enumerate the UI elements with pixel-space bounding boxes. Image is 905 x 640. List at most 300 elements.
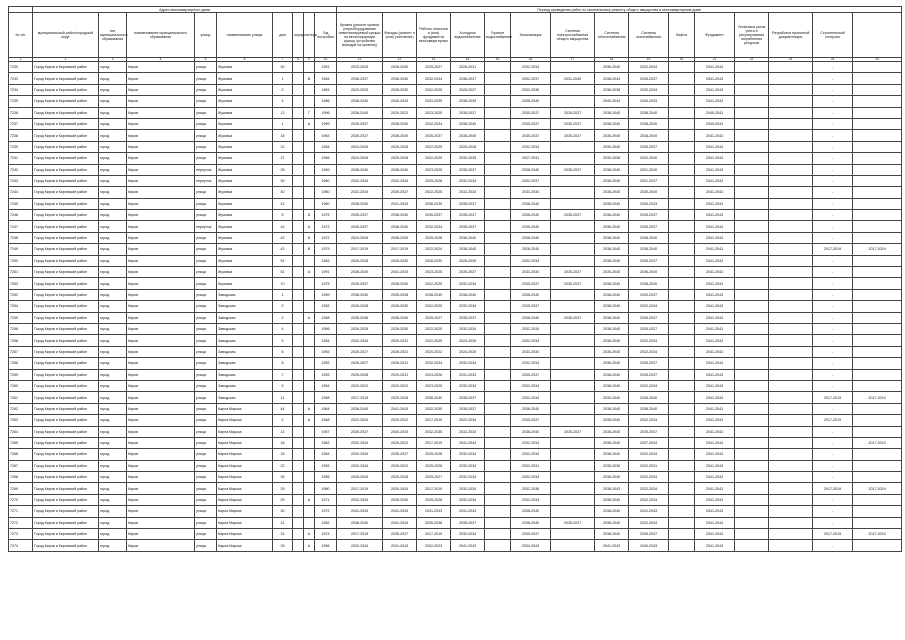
- table-cell: 9: [273, 380, 293, 391]
- column-header: Фундамент: [695, 13, 735, 58]
- table-cell: 7255: [9, 312, 33, 323]
- table-cell: [485, 141, 511, 152]
- table-cell: улица: [195, 278, 217, 289]
- table-cell: [485, 392, 511, 403]
- table-cell: город: [99, 187, 127, 198]
- table-cell: [735, 278, 769, 289]
- table-cell: [551, 380, 595, 391]
- table-cell: 2024-2026: [451, 335, 485, 346]
- table-row: [9, 529, 902, 540]
- table-cell: 2032-2035: [417, 426, 451, 437]
- table-cell: Жуковка: [217, 96, 273, 107]
- table-cell: -: [813, 335, 853, 346]
- table-cell: 2032-2034: [629, 335, 669, 346]
- table-cell: Киров: [127, 517, 195, 528]
- table-cell: 2038-2040: [595, 380, 629, 391]
- table-cell: 7245: [9, 198, 33, 209]
- table-cell: город: [99, 84, 127, 95]
- table-cell: 2041-2043: [695, 84, 735, 95]
- table-cell: 2030-2037: [629, 289, 669, 300]
- table-cell: [769, 73, 813, 84]
- table-cell: [669, 335, 695, 346]
- table-cell: [304, 449, 315, 460]
- table-cell: 2038-2040: [451, 244, 485, 255]
- column-number: 19: [629, 58, 669, 62]
- table-cell: улица: [195, 244, 217, 255]
- table-cell: переулок: [195, 164, 217, 175]
- column-number: 23: [769, 58, 813, 62]
- table-cell: [853, 221, 902, 232]
- table-cell: -: [813, 540, 853, 551]
- table-cell: 2022-2025: [417, 301, 451, 312]
- table-cell: город: [99, 449, 127, 460]
- table-cell: 2028-2031: [383, 346, 417, 357]
- table-cell: [769, 153, 813, 164]
- table-cell: 2035-2040: [511, 221, 551, 232]
- table-cell: [551, 323, 595, 334]
- table-cell: Жуковка: [217, 278, 273, 289]
- table-cell: 4: [273, 323, 293, 334]
- table-cell: [669, 107, 695, 118]
- table-cell: Город Киров и Кировский район: [33, 244, 99, 255]
- table-cell: 2032-2034: [451, 483, 485, 494]
- table-cell: Жуковка: [217, 210, 273, 221]
- table-cell: 2041-2043: [383, 403, 417, 414]
- table-cell: -: [813, 358, 853, 369]
- table-cell: город: [99, 141, 127, 152]
- table-cell: 2023-2025: [337, 62, 383, 73]
- table-cell: Жуковка: [217, 187, 273, 198]
- table-cell: [669, 540, 695, 551]
- table-cell: [293, 62, 304, 73]
- table-cell: [735, 517, 769, 528]
- table-cell: 2041-2043: [695, 187, 735, 198]
- table-cell: [669, 380, 695, 391]
- table-cell: А: [304, 415, 315, 426]
- table-cell: [735, 289, 769, 300]
- table-cell: 7263: [9, 415, 33, 426]
- table-cell: [669, 232, 695, 243]
- table-cell: улица: [195, 380, 217, 391]
- table-cell: 7266: [9, 449, 33, 460]
- table-cell: город: [99, 335, 127, 346]
- table-cell: 2036-2040: [595, 358, 629, 369]
- table-cell: [293, 267, 304, 278]
- table-cell: улица: [195, 107, 217, 118]
- table-cell: город: [99, 472, 127, 483]
- column-number: 8: [293, 58, 304, 62]
- table-cell: [293, 187, 304, 198]
- table-cell: [735, 130, 769, 141]
- table-cell: город: [99, 540, 127, 551]
- column-number: 18: [595, 58, 629, 62]
- table-cell: [293, 118, 304, 129]
- table-cell: [485, 426, 511, 437]
- table-cell: [735, 153, 769, 164]
- table-cell: 2036-2040: [595, 210, 629, 221]
- column-number: 10: [315, 58, 337, 62]
- table-cell: 7256: [9, 358, 33, 369]
- table-cell: [735, 198, 769, 209]
- table-cell: 2030-2034: [383, 483, 417, 494]
- table-cell: 2032-2034: [337, 494, 383, 505]
- table-cell: улица: [195, 426, 217, 437]
- column-number: 2: [33, 58, 99, 62]
- table-cell: [551, 232, 595, 243]
- table-cell: 2017-2019: [383, 244, 417, 255]
- table-cell: 2032-2034: [337, 175, 383, 186]
- table-cell: [304, 255, 315, 266]
- table-cell: 2038-2040: [595, 437, 629, 448]
- table-cell: [293, 437, 304, 448]
- table-cell: [669, 392, 695, 403]
- table-cell: Город Киров и Кировский район: [33, 392, 99, 403]
- table-cell: [769, 369, 813, 380]
- table-cell: 2033-2035: [417, 96, 451, 107]
- table-cell: 7250: [9, 255, 33, 266]
- table-cell: [853, 472, 902, 483]
- table-cell: Город Киров и Кировский район: [33, 506, 99, 517]
- table-cell: Киров: [127, 426, 195, 437]
- table-cell: улица: [195, 141, 217, 152]
- table-cell: [293, 529, 304, 540]
- table-cell: Жуковка: [217, 62, 273, 73]
- table-cell: Киров: [127, 289, 195, 300]
- table-cell: 2: [273, 84, 293, 95]
- table-cell: 2038-2040: [595, 517, 629, 528]
- table-cell: Карла Маркса: [217, 506, 273, 517]
- table-cell: [551, 540, 595, 551]
- column-header: Установка узлов учета и регулирования потребления ресурсов: [735, 13, 769, 58]
- table-cell: [304, 153, 315, 164]
- table-cell: 1956: [315, 323, 337, 334]
- table-cell: 2022-2025: [417, 278, 451, 289]
- table-cell: 2038-2040: [595, 232, 629, 243]
- table-cell: [304, 62, 315, 73]
- table-cell: 27: [273, 153, 293, 164]
- table-cell: 2041-2043: [595, 540, 629, 551]
- table-cell: -: [813, 84, 853, 95]
- table-cell: город: [99, 460, 127, 471]
- table-cell: 6: [273, 346, 293, 357]
- table-cell: 2032-2034: [511, 437, 551, 448]
- column-number: 6: [217, 58, 273, 62]
- table-cell: 2036-2040: [629, 244, 669, 255]
- table-cell: [485, 380, 511, 391]
- table-cell: город: [99, 517, 127, 528]
- table-cell: Карла Маркса: [217, 460, 273, 471]
- column-header: Система газоснабжения: [629, 13, 669, 58]
- table-cell: Жуковка: [217, 221, 273, 232]
- table-cell: [669, 73, 695, 84]
- table-cell: [293, 335, 304, 346]
- table-cell: 2038-2039: [417, 198, 451, 209]
- table-cell: 2035-2037: [551, 517, 595, 528]
- table-cell: 2035-2037: [551, 312, 595, 323]
- table-cell: Б: [304, 210, 315, 221]
- table-cell: Киров: [127, 392, 195, 403]
- table-row: [9, 244, 902, 255]
- table-cell: 1981: [315, 84, 337, 95]
- table-cell: [735, 301, 769, 312]
- table-cell: 2041-2043: [695, 255, 735, 266]
- table-cell: [304, 483, 315, 494]
- table-cell: 2035-2037: [511, 415, 551, 426]
- table-cell: 2031-2040: [629, 164, 669, 175]
- table-cell: 2038-2040: [511, 96, 551, 107]
- table-cell: 2032-2034: [451, 460, 485, 471]
- table-cell: 2038-2040: [383, 118, 417, 129]
- column-number: 15: [485, 58, 511, 62]
- table-cell: 2032-2034: [511, 494, 551, 505]
- table-cell: [304, 472, 315, 483]
- table-cell: 2038-2040: [629, 118, 669, 129]
- table-cell: 7268: [9, 472, 33, 483]
- table-cell: -: [813, 472, 853, 483]
- table-cell: 2041-2043: [695, 517, 735, 528]
- table-cell: [293, 426, 304, 437]
- table-cell: [293, 175, 304, 186]
- table-cell: [669, 472, 695, 483]
- table-cell: переулок: [195, 221, 217, 232]
- table-cell: 2030-2036: [595, 153, 629, 164]
- table-cell: 31: [273, 529, 293, 540]
- table-cell: 7241: [9, 153, 33, 164]
- table-cell: 2017-2019: [813, 415, 853, 426]
- column-header: литера: [304, 13, 315, 58]
- table-cell: [769, 221, 813, 232]
- table-cell: 2026-2027: [337, 358, 383, 369]
- table-cell: 1980: [315, 483, 337, 494]
- table-cell: 1964: [315, 449, 337, 460]
- table-cell: 2041-2043: [695, 358, 735, 369]
- table-cell: Жуковка: [217, 267, 273, 278]
- table-cell: Киров: [127, 346, 195, 357]
- table-cell: Город Киров и Кировский район: [33, 198, 99, 209]
- table-cell: Заводская: [217, 312, 273, 323]
- table-cell: 1954: [315, 380, 337, 391]
- repair-period-section-header: Период проведения работ по капитальному ремонту общего имущества в многоквартирном доме: [337, 7, 902, 13]
- table-cell: 7264: [9, 426, 33, 437]
- table-cell: -: [813, 369, 853, 380]
- table-cell: [485, 232, 511, 243]
- table-cell: 2032-2034: [417, 73, 451, 84]
- table-cell: [735, 506, 769, 517]
- table-cell: [293, 198, 304, 209]
- table-cell: [551, 437, 595, 448]
- table-cell: [769, 118, 813, 129]
- table-cell: 2032-2034: [451, 494, 485, 505]
- table-cell: 2041-2043: [695, 210, 735, 221]
- column-number: 13: [417, 58, 451, 62]
- table-cell: -: [813, 278, 853, 289]
- table-cell: 2035-2037: [337, 278, 383, 289]
- table-cell: 2035-2037: [337, 118, 383, 129]
- table-cell: Город Киров и Кировский район: [33, 472, 99, 483]
- column-number: 17: [551, 58, 595, 62]
- table-cell: [669, 437, 695, 448]
- table-cell: [735, 62, 769, 73]
- table-cell: 2036-2040: [451, 232, 485, 243]
- table-cell: 2032-2034: [451, 380, 485, 391]
- table-cell: 5: [273, 335, 293, 346]
- table-cell: [853, 312, 902, 323]
- table-cell: А: [304, 118, 315, 129]
- table-cell: улица: [195, 198, 217, 209]
- table-cell: 2025-2028: [417, 494, 451, 505]
- table-cell: [485, 62, 511, 73]
- table-cell: 1953: [315, 460, 337, 471]
- table-cell: 2017-2019: [853, 483, 902, 494]
- table-cell: 2036-2040: [595, 472, 629, 483]
- table-cell: 2041-2043: [695, 323, 735, 334]
- table-cell: [293, 301, 304, 312]
- table-cell: 2017-2019: [813, 483, 853, 494]
- table-cell: [769, 358, 813, 369]
- table-cell: 2022-2025: [417, 84, 451, 95]
- table-cell: 1972: [315, 232, 337, 243]
- table-cell: 2041-2043: [451, 506, 485, 517]
- table-cell: [485, 483, 511, 494]
- table-cell: 2035-2037: [629, 426, 669, 437]
- table-cell: [669, 460, 695, 471]
- table-cell: улица: [195, 323, 217, 334]
- table-cell: 7259: [9, 369, 33, 380]
- table-cell: [853, 415, 902, 426]
- column-header: Холодное водоснабжение: [451, 13, 485, 58]
- table-cell: [304, 346, 315, 357]
- table-cell: [293, 130, 304, 141]
- table-cell: 2038-2040: [595, 323, 629, 334]
- table-cell: 1973: [315, 221, 337, 232]
- table-cell: город: [99, 232, 127, 243]
- table-cell: [304, 130, 315, 141]
- table-cell: 2036-2038: [595, 84, 629, 95]
- table-cell: [293, 73, 304, 84]
- table-cell: Киров: [127, 267, 195, 278]
- table-cell: 2032-2034: [629, 517, 669, 528]
- table-cell: 1963: [315, 130, 337, 141]
- table-cell: 2032-2034: [451, 175, 485, 186]
- table-cell: [769, 529, 813, 540]
- table-cell: [293, 141, 304, 152]
- table-cell: Киров: [127, 335, 195, 346]
- table-cell: 2030-2035: [451, 153, 485, 164]
- table-cell: 7246: [9, 210, 33, 221]
- table-cell: -: [813, 494, 853, 505]
- table-cell: [551, 198, 595, 209]
- table-cell: [669, 483, 695, 494]
- table-cell: [735, 84, 769, 95]
- table-cell: 2025-2027: [337, 346, 383, 357]
- table-cell: 7272: [9, 517, 33, 528]
- table-cell: 2035-2037: [451, 403, 485, 414]
- table-cell: -: [813, 141, 853, 152]
- table-cell: 2035-2037: [551, 164, 595, 175]
- table-cell: 2036-2040: [595, 346, 629, 357]
- table-cell: 1956: [315, 540, 337, 551]
- table-cell: 2017-2019: [417, 529, 451, 540]
- table-cell: [293, 506, 304, 517]
- column-header: Система теплоснабжения: [595, 13, 629, 58]
- table-cell: [551, 175, 595, 186]
- table-cell: 2032-2034: [629, 415, 669, 426]
- table-cell: 2032-2034: [337, 449, 383, 460]
- table-cell: 2041-2043: [695, 415, 735, 426]
- table-cell: 2041-2043: [383, 540, 417, 551]
- table-cell: 2025-2028: [383, 472, 417, 483]
- table-cell: [853, 358, 902, 369]
- table-cell: 1958: [315, 312, 337, 323]
- table-cell: [304, 175, 315, 186]
- table-cell: [669, 141, 695, 152]
- table-cell: [304, 335, 315, 346]
- table-cell: [735, 267, 769, 278]
- table-cell: улица: [195, 460, 217, 471]
- column-header: Лифты: [669, 13, 695, 58]
- table-cell: город: [99, 494, 127, 505]
- table-cell: 2038-2043: [595, 483, 629, 494]
- table-cell: 2041-2043: [451, 540, 485, 551]
- table-cell: Заводская: [217, 346, 273, 357]
- table-cell: Киров: [127, 323, 195, 334]
- table-cell: 2032-2034: [383, 175, 417, 186]
- table-cell: 2038-2040: [451, 130, 485, 141]
- table-cell: Киров: [127, 210, 195, 221]
- table-cell: улица: [195, 255, 217, 266]
- table-cell: 7273: [9, 529, 33, 540]
- table-cell: 2041-2043: [695, 540, 735, 551]
- table-cell: Жуковка: [217, 84, 273, 95]
- table-cell: Киров: [127, 153, 195, 164]
- table-cell: [853, 141, 902, 152]
- table-cell: Карла Маркса: [217, 540, 273, 551]
- table-cell: [769, 437, 813, 448]
- table-cell: 2035-2037: [337, 210, 383, 221]
- address-section-header: Адрес многоквартирного дома: [33, 7, 337, 13]
- table-cell: -: [813, 73, 853, 84]
- table-cell: [853, 540, 902, 551]
- table-cell: переулок: [195, 175, 217, 186]
- table-cell: 1: [273, 289, 293, 300]
- table-cell: [304, 323, 315, 334]
- table-cell: 2025-2028: [417, 232, 451, 243]
- table-cell: [669, 62, 695, 73]
- table-cell: [735, 346, 769, 357]
- table-cell: [485, 84, 511, 95]
- table-cell: город: [99, 323, 127, 334]
- table-cell: Город Киров и Кировский район: [33, 494, 99, 505]
- table-cell: Карла Маркса: [217, 529, 273, 540]
- table-cell: Киров: [127, 118, 195, 129]
- table-cell: [304, 187, 315, 198]
- table-cell: 2041-2043: [695, 221, 735, 232]
- table-cell: город: [99, 483, 127, 494]
- table-cell: [293, 483, 304, 494]
- table-cell: 26: [273, 472, 293, 483]
- table-cell: 2032-2034: [417, 221, 451, 232]
- table-cell: 2032-2034: [511, 358, 551, 369]
- table-cell: [485, 244, 511, 255]
- table-cell: 2022-2025: [417, 141, 451, 152]
- table-cell: Город Киров и Кировский район: [33, 460, 99, 471]
- table-cell: 2025-2027: [417, 62, 451, 73]
- table-cell: [853, 301, 902, 312]
- table-cell: [853, 403, 902, 414]
- table-cell: 2038-2040: [511, 312, 551, 323]
- table-cell: 2024-2026: [451, 346, 485, 357]
- table-cell: [485, 118, 511, 129]
